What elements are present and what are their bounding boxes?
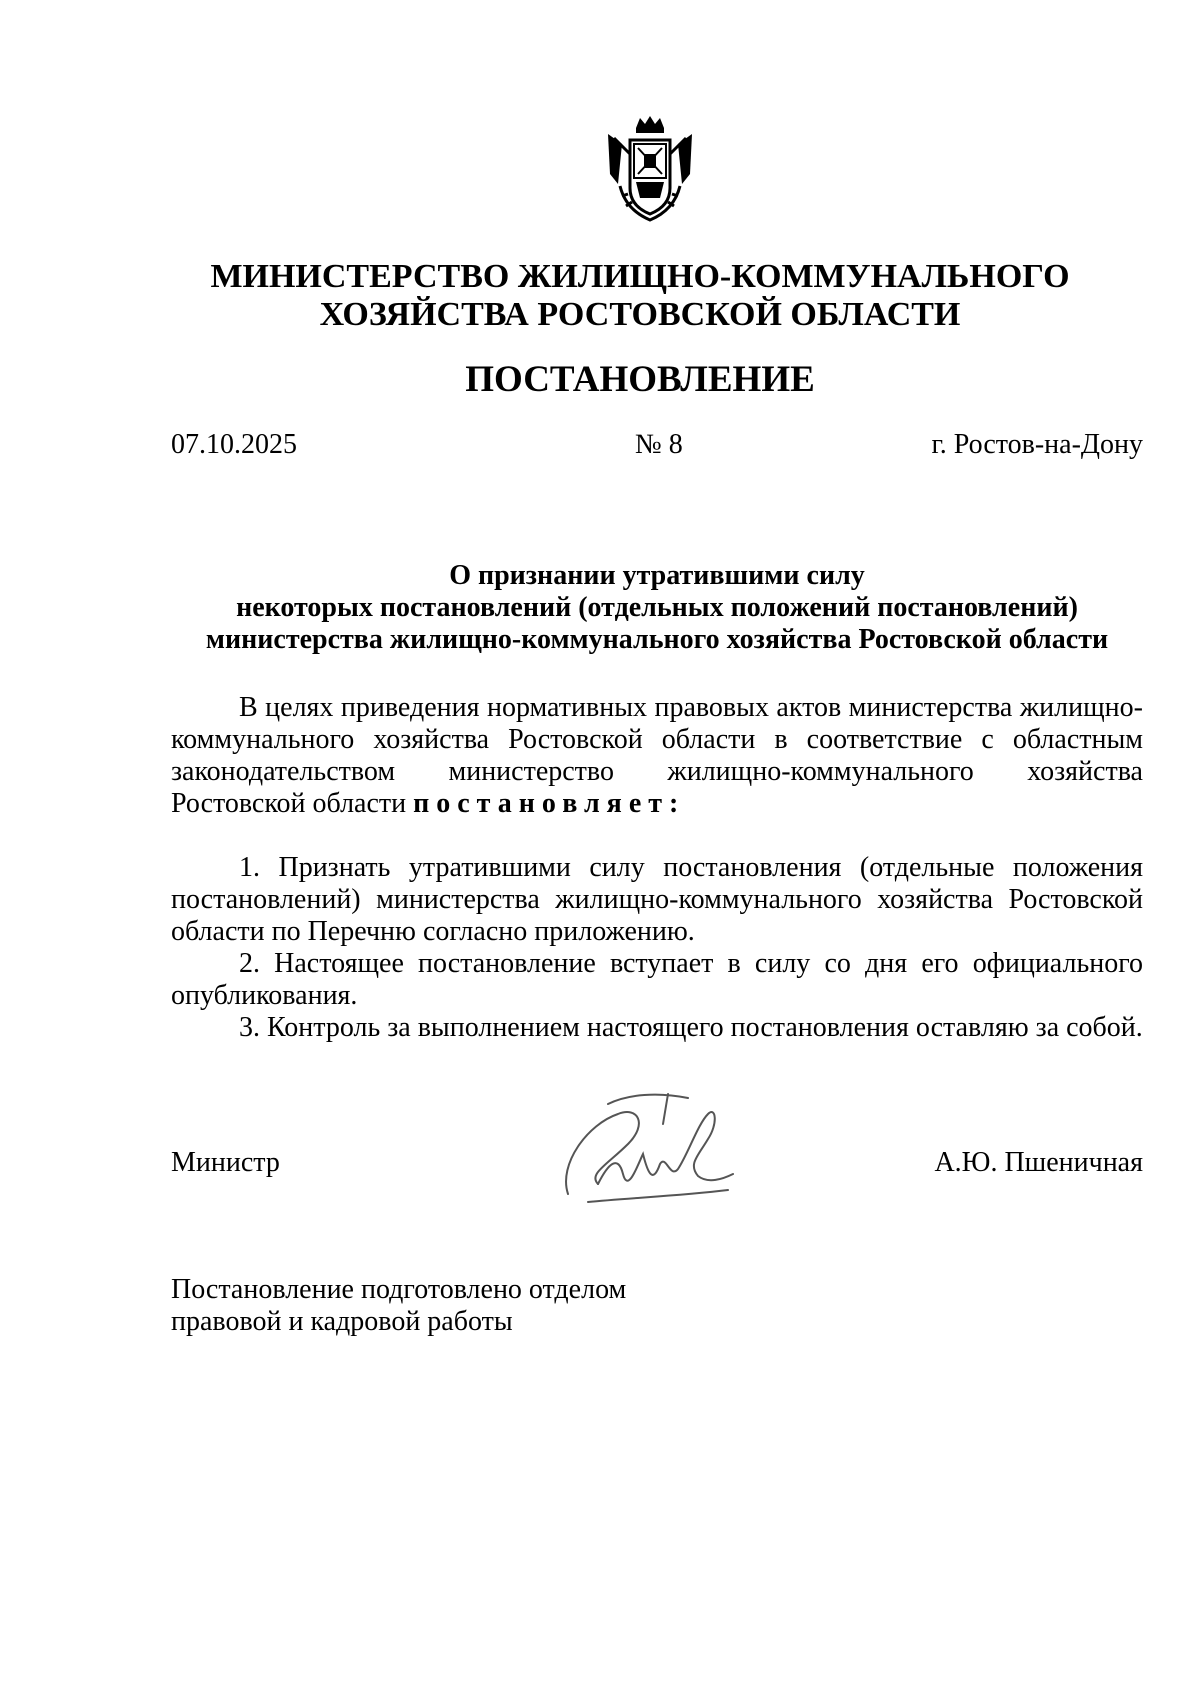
decree-word: постановляет [413, 788, 670, 819]
resolution-items [171, 852, 1143, 1044]
signatory-name: А.Ю. Пшеничная [934, 1147, 1143, 1178]
org-line-2: ХОЗЯЙСТВА РОСТОВСКОЙ ОБЛАСТИ [319, 296, 961, 333]
document-city: г. Ростов-на-Дону [931, 429, 1143, 460]
signatory-position: Министр [171, 1147, 280, 1178]
preamble [171, 692, 1143, 820]
resolution-item-3: 3. Контроль за выполнением настоящего постановления оставляю за собой. [239, 1012, 1143, 1043]
coat-of-arms-icon [600, 114, 700, 226]
prepared-line-1: Постановление подготовлено отделом [171, 1274, 627, 1305]
org-line-1: МИНИСТЕРСТВО ЖИЛИЩНО-КОММУНАЛЬНОГО [210, 258, 1070, 295]
subject-line-3: министерства жилищно-коммунального хозяйства Ростовской области [205, 624, 1109, 655]
organization-name [150, 258, 1130, 334]
document-date: 07.10.2025 [171, 429, 297, 460]
resolution-item-2: 2. Настоящее постановление вступает в силу со дня его официального опубликования. [171, 948, 1143, 1011]
document-subject [171, 560, 1143, 656]
preamble-text: В целях приведения нормативных правовых актов министерства жилищно-коммунального хозяйства Ростовской области в соответствие с областным законодательством министерство жилищно-коммунального хозяйства Ростовской области [171, 692, 1143, 819]
document-meta [171, 428, 1143, 464]
prepared-line-2: правовой и кадровой работы [171, 1306, 513, 1337]
resolution-item-1: 1. Признать утратившими силу постановления (отдельные положения постановлений) министерства жилищно-коммунального хозяйства Ростовской области по Перечню согласно приложению. [171, 852, 1143, 947]
decree-colon: : [669, 788, 679, 819]
handwritten-signature [548, 1084, 738, 1214]
document-number: № 8 [635, 429, 683, 460]
document-type: ПОСТАНОВЛЕНИЕ [465, 359, 815, 400]
prepared-by-note [171, 1274, 626, 1338]
subject-line-1: О признании утратившими силу [449, 560, 865, 591]
subject-line-2: некоторых постановлений (отдельных положений постановлений) [236, 592, 1078, 623]
